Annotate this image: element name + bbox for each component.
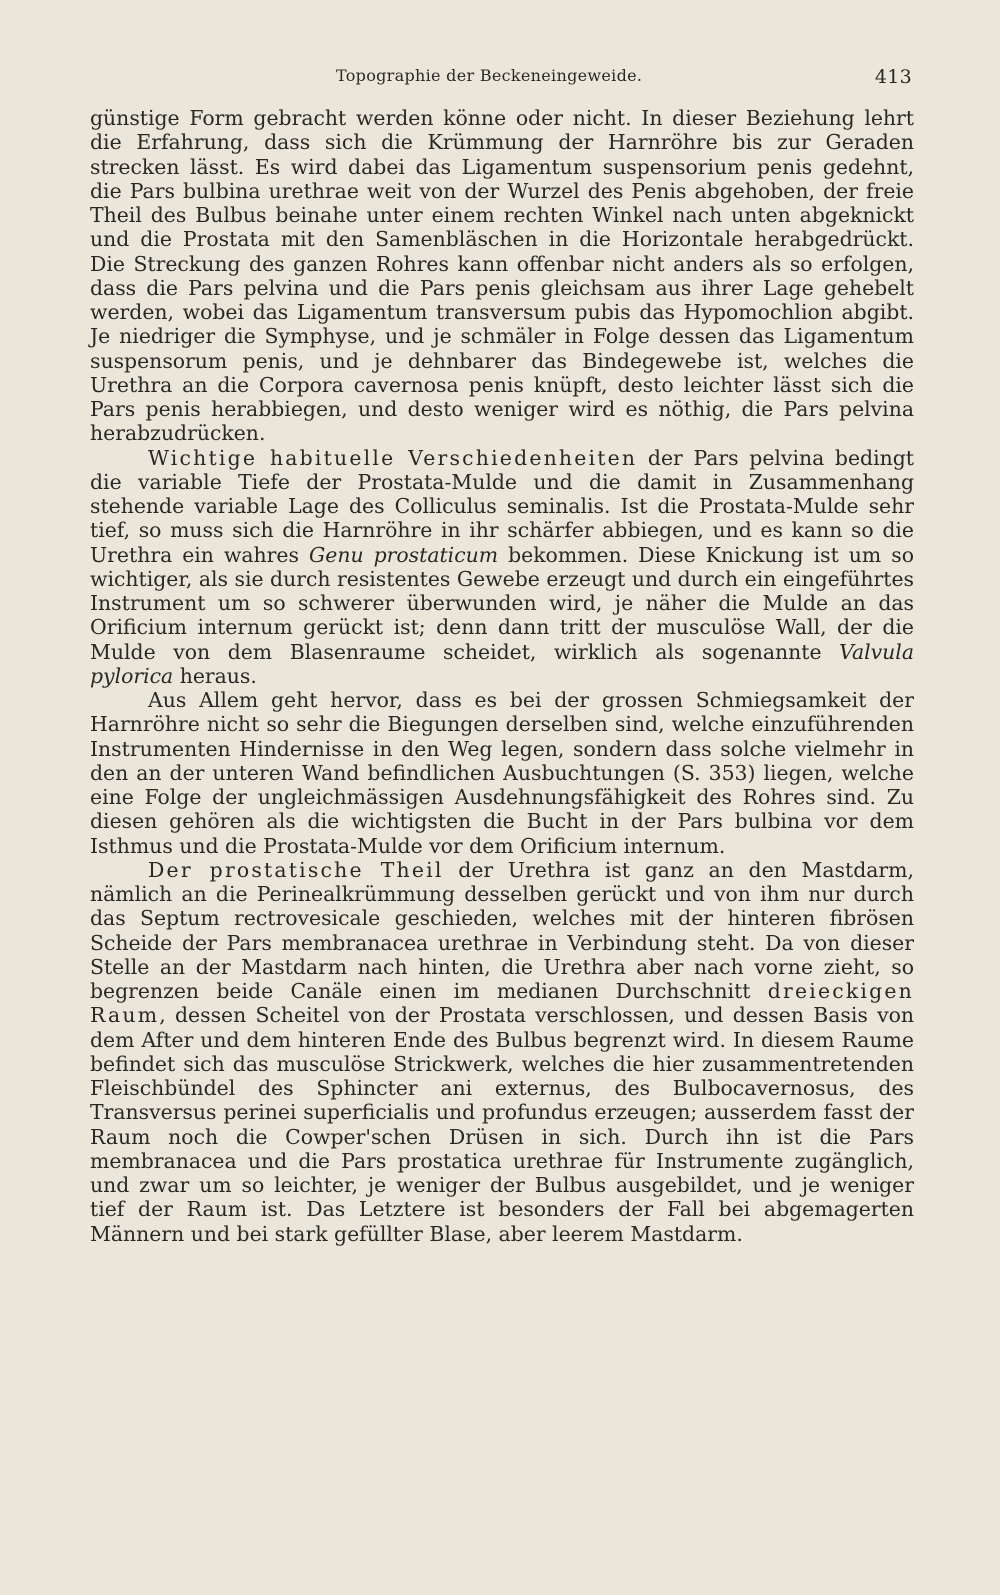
spaced-term-dreieckigen-raum: dreieckigen Raum — [90, 979, 914, 1028]
text-run: bekommen. Diese Knickung ist um so wichtiger, als sie durch resistentes Gewebe erzeugt und durch ein eingeführtes Instrument um so schwerer überwunden wird, je näher die Mulde an das Orificium internum gerückt ist; denn dann tritt der musculöse Wall, der die Mulde von dem Blasenraume scheidet, wirklich als sogenannte — [90, 542, 914, 664]
text-run: , dessen Scheitel von der Prostata verschlossen, und dessen Basis von dem After und dem hinteren Ende des Bulbus begrenzt wird. In diesem Raume befindet sich das musculöse Strickwerk, welches die hier zusammentretenden Fleischbündel des Sphincter ani externus, des Bulbocavernosus, des Transversus perinei superficialis und profundus erzeugen; ausserdem fasst der Raum noch die Cowper'schen Drüsen in sich. Durch ihn ist die Pars membranacea und die Pars prostatica urethrae für Instrumente zugänglich, und zwar um so leichter, je weniger der Bulbus ausgebildet, und je weniger tief der Raum ist. Das Letztere ist besonders der Fall bei abgemagerten Männern und bei stark gefüllter Blase, aber leerem Mastdarm. — [90, 1003, 914, 1246]
paragraph-3 — [90, 688, 914, 858]
page-number: 413 — [874, 66, 912, 88]
running-title: Topographie der Beckeneingeweide. — [336, 66, 643, 85]
text-run: der Urethra ist ganz an den Mastdarm, nämlich an die Perinealkrümmung desselben gerückt und von ihm nur durch das Septum rectrovesicale geschieden, welches mit der hinteren fibrösen Scheide der Pars membranacea urethrae in Verbindung steht. Da von dieser Stelle an der Mastdarm nach hinten, die Urethra aber nach vorne zieht, so begrenzen beide Canäle einen im medianen Durchschnitt — [90, 857, 914, 1003]
text-run: heraus. — [173, 663, 257, 688]
paragraph-1 — [90, 106, 914, 446]
paragraph-2 — [90, 446, 914, 689]
text-run: der Pars pelvina bedingt die variable Tiefe der Prostata-Mulde und die damit in Zusammenhang stehende variable Lage des Colliculus seminalis. Ist die Prostata-Mulde sehr tief, so muss sich die Harnröhre in ihr schärfer abbiegen, und es kann so die Urethra ein wahres — [90, 445, 914, 567]
spaced-heading-prostatische-theil: Der prostatische Theil — [148, 857, 444, 882]
spaced-heading-habituelle-verschiedenheiten: Wichtige habituelle Verschiedenheiten — [148, 445, 638, 470]
text-run: günstige Form gebracht werden könne oder nicht. In dieser Beziehung lehrt die Erfahrung, dass sich die Krümmung der Harnröhre bis zur Geraden strecken lässt. Es wird dabei das Ligamentum suspensorium penis gedehnt, die Pars bulbina urethrae weit von der Wurzel des Penis abgehoben, der freie Theil des Bulbus beinahe unter einem rechten Winkel nach unten abgeknickt und die Prostata mit den Samenbläschen in die Horizontale herabgedrückt. Die Streckung des ganzen Rohres kann offenbar nicht anders als so erfolgen, dass die Pars pelvina und die Pars penis gleichsam aus ihrer Lage gehebelt werden, wobei das Ligamentum transversum pubis das Hypomochlion abgibt. Je niedriger die Symphyse, und je schmäler in Folge dessen das Ligamentum suspensorum penis, und je dehnbarer das Bindegewebe ist, welches die Urethra an die Corpora cavernosa penis knüpft, desto leichter lässt sich die Pars penis herabbiegen, und desto weniger wird es nöthig, die Pars pelvina herabzudrücken. — [90, 106, 914, 446]
text-run: Aus Allem geht hervor, dass es bei der grossen Schmiegsamkeit der Harnröhre nicht so sehr die Biegungen derselben sind, welche einzuführenden Instrumenten Hindernisse in den Weg legen, sondern dass solche vielmehr in den an der unteren Wand befindlichen Ausbuchtungen (S. 353) liegen, welche eine Folge der ungleichmässigen Ausdehnungsfähigkeit des Rohres sind. Zu diesen gehören als die wichtigsten die Bucht in der Pars bulbina vor dem Isthmus und die Prostata-Mulde vor dem Orificium internum. — [90, 688, 914, 858]
term-genu-prostaticum: Genu prostaticum — [308, 542, 499, 567]
body-text — [90, 106, 914, 1246]
paragraph-4 — [90, 858, 914, 1246]
term-valvula-pylorica: Valvula pylorica — [90, 639, 914, 688]
running-head — [90, 66, 914, 100]
